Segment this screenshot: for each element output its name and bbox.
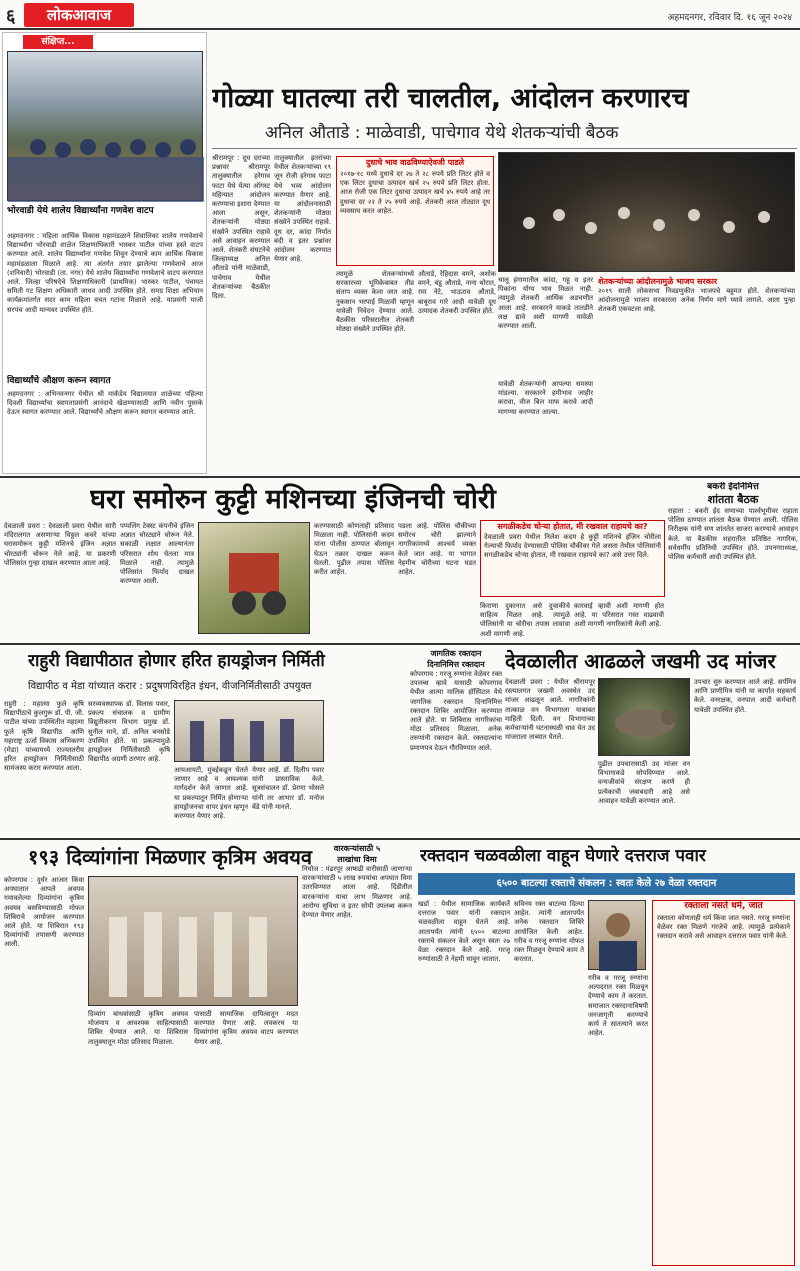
mou-photo [174,700,324,762]
section-rule-2 [0,643,800,645]
hydrogen-col1: राहुरी : महात्मा फुले कृषि विद्यापीठाचे कुलगुरू डॉ. पी. जी. पाटील यांच्या उपस्थितीत महात्मा फुले कृषि विद्यापीठ आणि महाराष्ट्र ऊर्जा विकास अभिकरण (मेडा) यांच्यामध्ये राज्यस्तरीय हरित हायड्रोजन निर्मितीसाठी सामंजस्य करार करण्यात आला. [4,700,84,773]
theft-quote-body: देवळाली प्रवरा येथील निलेश कदम हे कुट्टी मशिनचे इंजिन चोरीला गेल्याची फिर्याद देण्यासाठी पोलिस चौकीवर गेले असता तेथील पोलिसांनी सगळीकडेच चोऱ्या होतात, मी रखवाल राहायचे का? असे उत्तर दिले. [484,533,661,560]
camp-image [89,877,299,1007]
blood-day-tag: जागतिक रक्तदान [430,649,482,658]
paper-logo [24,3,134,27]
meeting-section [668,482,798,640]
blood-donor-box-title: रक्ताला नसते धर्म, जात [684,901,763,911]
wild-cat-image [599,679,691,757]
protest-sidebar-body: २०१९ साली लोकसभा निवडणुकीत भाजपचे बहुमत होते. शेतकऱ्यांच्या आंदोलनामुळे भाजप सरकारला अनेक निर्णय मागे घ्यावे लागले. आता पुन्हा शेतकरी एकवटला आहे. [598,287,795,314]
theft-col5: किराणा दुकानात असे दुचाकीचे साहित्य मिळत आहे. त्यामुळे पोलिसांनी या चोरीचा तपास लावावा अशी मागणी आहे. [480,602,570,638]
protest-sidebar [598,276,795,460]
blood-day-section [410,648,502,835]
blood-donor-box-body: रक्ताला कोणताही धर्म किंवा जात नसते. गरजू रुग्णांना वेळेवर रक्त मिळणे गरजेचे आहे. त्यामुळे प्रत्येकाने रक्तदान करावे असे आवाहन दत्तराज पवार यांनी केले. [657,914,790,941]
theft-col3: करण्यासाठी कोणताही प्रतिसाद मिळाला नाही. पोलिसांनी कदम यांना पोलीस ठाण्यात बोलावून घेऊन तक्रार दाखल करून घेतली. पुढील तपास पोलिस करीत आहेत. [314,522,394,577]
brief-tag: संक्षिप्त... [23,35,93,49]
lead-fact-box [336,156,494,266]
limbs-photo [88,876,298,1006]
page-number: ६ [6,6,16,27]
brief-sub-body: अहमदनगर : अभिनवनगर येथील श्री मार्कंडेय विद्यालयात शाळेच्या पहिल्या दिवशी विद्यार्थ्यांचा स्वागताप्रसंगी आनंदाचे खेळण्यासाठी आणि नवीन पुस्तके देऊन स्वागत करण्यात आले. विद्यार्थ्यांचे औक्षण करून स्वागत करण्यात आले. [7,390,203,417]
meeting-tag: बकरी ईदनिमित्त [707,482,759,492]
protest-sidebar-title: शेतकऱ्यांच्या आंदोलनामुळे भाजप सरकार [598,277,718,286]
lead-col6: यावेळी शेतकऱ्यांनी आपल्या समस्या मांडल्या. सरकारने हमीभाव जाहीर करावा, वीज बिल माफ करावे आदी मागण्या करण्यात आल्या. [498,380,593,416]
blood-donor-banner [418,873,795,895]
person-image [589,901,647,971]
owl-photo [598,678,690,756]
hydrogen-col4: येणार आहे. डॉ. दिलीप पवार यांनी प्रास्ताविक केले. सूत्रसंचालन डॉ. प्रेरणा भोसले यांनी तर आभार डॉ. मनोज बेंडे यांनी मानले. [252,766,324,811]
blood-donor-col3: गरीब व गरजू रुग्णांना अल्पदरात रक्त मिळवून देण्याचे काम ते करतात. समाजात रक्तदानाविषयी जनजागृती करण्याचे कार्य ते सातत्याने करत आहेत. [588,974,648,1038]
school-photo [7,51,203,201]
lead-col2: तालुक्यातील इतरांच्या येथील शेतकऱ्यांच्या १९ जून रोजी हरेगाव फाटा येथे भव्य आंदोलन करण्यात येणार आहे. या आंदोलनासाठी शेतकऱ्यांनी मोठ्या संख्येने उपस्थित राहावे. दूध दर, कांदा निर्यात बंदी व इतर प्रश्नांवर आंदोलन करण्यात येणार आहे. [274,154,331,264]
lead-col1: श्रीरामपूर : दूध दराच्या प्रश्नावर श्रीरामपूर तालुक्यातील हरेगाव फाटा येथे येत्या ऑगस्ट महिन्यात आंदोलन करण्याचा इशारा देण्यात आला असून, शेतकऱ्यांनी मोठ्या संख्येने उपस्थित राहावे असे आवाहन करण्यात आले. शेतकरी संघटनेचे जिल्हाध्यक्ष अनिल औताडे यांनी माळेवाडी, पाचेगाव येथील शेतकऱ्यांच्या बैठकीत दिला. [212,154,270,301]
blood-donor-box [652,900,795,1266]
dateline: अहमदनगर, रविवार दि. १६ जून २०२४ [667,13,792,23]
lead-col3: त्यामुळे शेतकऱ्यांमध्ये सरकारच्या भूमिकेबाबत तीव्र संताप व्यक्त केला जात आहे. नुकसान भरपाई मिळावी म्हणून यावेळी निवेदन देण्यात आले. बैठकीस परिसरातील शेतकरी मोठ्या संख्येने उपस्थित होते. [336,270,414,334]
brief-sub-head: विद्यार्थ्यांचे औक्षण करून स्वागत [7,376,111,386]
lead-headline: गोळ्या घातल्या तरी चालतील, आंदोलन करणारच [212,83,689,114]
hydrogen-col2: सरव्यवस्थापक डॉ. विलास पवार, प्रकल्प संचालक व ग्रामीण विद्युतीकरण विभाग प्रमुख डॉ. सुनील माने, डॉ. अनिल बनसोडे उपस्थित होते. या प्रकल्पामुळे हायड्रोजन निर्मितीसाठी कृषि विद्यापीठ अग्रणी ठरणार आहे. [88,700,170,764]
meeting-photo [498,152,795,272]
limbs-col3: पासाठी सामाजिक दायित्वातून मदत करण्यात येणार आहे. लवकरच या दिव्यांगांना कृत्रिम अवयव वाटप करण्यात येणार आहे. [194,1010,298,1046]
hydrogen-subhead: विद्यापीठ व मेडा यांच्यात करार : प्रदुषणविरहित इंधन, वीजनिर्मितीसाठी उपयुक्त [28,681,312,692]
engine-photo [198,522,310,634]
lead-fact-box-title: दुधाचे भाव वाढविण्याऐवजी पाडले [365,158,465,167]
warkari-headline: लाखांचा विमा [337,855,377,864]
meeting-body: राहाता : बकरी ईद सणाच्या पार्श्वभूमीवर राहाता पोलिस ठाण्यात शांतता बैठक घेण्यात आली. पोलिस निरीक्षक यांनी सण शांततेत साजरा करण्याचे आवाहन केले. या बैठकीस शहरातील प्रतिष्ठित नागरिक, सर्वधर्मीय प्रतिनिधी उपस्थित होते. उपनगराध्यक्ष, पोलिस कर्मचारी आदी उपस्थित होते. [668,507,798,562]
theft-quote-box [480,520,665,597]
theft-headline: घरा समोरुन कुट्टी मशिनच्या इंजिनची चोरी [90,484,496,515]
hydrogen-col3: आयआयटी, मुंबईकडून घेतले जाणार आहे व आवश्यक मार्गदर्शन केले जाणार आहे. या प्रकल्पातून निर्मित होणाऱ्या हायड्रोजनचा वापर इंधन म्हणून करण्यात येणार आहे. [174,766,248,821]
theft-col1: देवळाली प्रवरा : देवळाली प्रवरा येथील सारी मंदिरालगत असणाऱ्या विठ्ठल कचरे यांच्या घरासमोरून कुट्टी मशिनचे इंजिन अज्ञात चोरट्यांनी चोरून नेले आहे. या प्रकरणी पोलिसांत गुन्हा दाखल करण्यात आला आहे. [4,522,116,567]
masthead [0,0,800,30]
theft-col6: कारवाई व्हावी अशी मागणी होत आहे. या परिसरात गस्त वाढवावी अशी मागणी नागरिकांनी केली आहे. [574,602,664,629]
owl-col3: उपचार सुरु करण्यात आले आहे. सर्पमित्र आणि प्राणीमित्र यांनी या कार्यात सहकार्य केले. वनरक्षक, वनपाल आदी कर्मचारी यावेळी उपस्थित होते. [694,678,796,714]
brief-section [2,32,207,474]
limbs-col2: दिव्यांग बांधवांसाठी कृत्रिम अवयव मोजमाप व आवश्यक साहित्यासाठी शिबिर घेण्यात आले. या शिबिरास तालुक्यातून मोठा प्रतिसाद मिळाला. [88,1010,188,1046]
officials-image [175,701,325,763]
lead-col5: चालू हंगामातील कांदा, गहू व इतर पिकांना योग्य भाव मिळत नाही. त्यामुळे शेतकरी आर्थिक अडचणीत आला आहे. सरकारने याकडे तातडीने लक्ष द्यावे अशी मागणी यावेळी करण्यात आली. [498,276,593,331]
warkari-body: निघोज : पंढरपूर आषाढी वारीसाठी जाणाऱ्या वारकऱ्यांसाठी ५ लाख रुपयांचा अपघात विमा उतरविण्यात आला आहे. दिंडीतील वारकऱ्यांना याचा लाभ मिळणार आहे. आरोग्य सुविधा व इतर सोयी उपलब्ध करून देण्यात येणार आहेत. [302,865,412,920]
owl-col1: देवळाली प्रवरा : येथील श्रीरामपूर रस्त्यालगत जखमी अवस्थेत उद मांजर आढळून आले. नागरिकांनी तात्काळ वन विभागाला याबाबत माहिती दिली. वन विभागाच्या कर्मचाऱ्यांनी घटनास्थळी धाव घेत उद मांजराला ताब्यात घेतले. [505,678,595,742]
crowd-image [499,153,796,273]
blood-donor-headline: रक्तदान चळवळीला वाहून घेणारे दत्तराज पवार [420,846,706,866]
theft-quote-title: सगळीकडेच चोऱ्या होतात, मी रखवाल राहायचे का? [497,522,648,531]
blood-donor-subhead: ६५०० बाटल्या रक्ताचे संकलन : स्वतः केले २७ वेळा रक्तदान [496,878,717,889]
blood-day-headline: दिनानिमित्त रक्तदान [427,660,485,669]
brief-caption: भोरवाडी येथे शालेय विद्यार्थ्यांना गणवेश वाटप [7,206,154,216]
portrait-photo [588,900,646,970]
brief-body: अहमदनगर : महिला आर्थिक विकास महामंडळाने शिवालिका शालेय गणवेशाचे विद्यार्थ्यांना भोरवाडी शाळेत शिक्षणाधिकारी भास्कर पाटील यांच्या हस्ते वाटप करण्यात आले. शालेय विद्यार्थ्यांना गणवेश शिवून देण्याचे काम आर्थिक विकास महामंडळाला मिळाले आहे. त्या अंतर्गत तयार झालेल्या गणवेशाचे आज (शनिवारी) भोरवाडी (ता. नगर) येथे शालेय विद्यार्थ्यांना गणवेशाचे वाटप करण्यात आले. जिल्हा परिषदेचे शिक्षणाधिकारी (प्राथमिक) भास्कर पाटील, पंचायत समिती गट शिक्षण अधिकारी जाधव आदी उपस्थित होते. समग्र शिक्षा अभियान कार्यक्रमांतर्गत सदर काम महिला बचत गटांना मिळाले आहे. याप्रसंगी माजी सरपंच आदी मान्यवर उपस्थित होते. [7,232,203,314]
engine-image [199,523,311,635]
warkari-section [302,843,412,1266]
hydrogen-headline: राहुरी विद्यापीठात होणार हरित हायड्रोजन निर्मिती [28,651,325,671]
lead-rule [212,148,797,149]
owl-headline: देवळालीत आढळले जखमी उद मांजर [505,649,776,673]
theft-col4: पडला आहे. पोलिस चौकीच्या समोरच चोरी झाल्याने नागरिकांमध्ये आश्चर्य व्यक्त केले जात आहे. या भागात नेहमीच चोरीच्या घटना घडत आहेत. [398,522,476,577]
lead-fact-box-body: २०१७-१८ मध्ये दुधाचे दर २७ ते २८ रुपये प्रति लिटर होते व एक लिटर दुधाचा उत्पादन खर्च २५ रुपये प्रति लिटर होता. आज रोजी एक लिटर दुधाचा उत्पादन खर्च ४५ रुपये आहे तर दुधाचा दर २२ ते २५ रुपये आहे. शेतकरी आज तोट्यात दूध व्यवसाय करत आहेत. [340,170,490,215]
limbs-col1: कोपरगाव : दुर्धर आजार किंवा अपघातात आपले अवयव गमावलेल्या दिव्यांगांना कृत्रिम अवयव बसविण्यासाठी मोफत शिबिराचे आयोजन करण्यात आले होते. या शिबिरात १९३ दिव्यांगांची तपासणी करण्यात आली. [4,876,84,949]
theft-col2: पप्पलिंग टेक्स्ट कंपनीचे इंजिन अज्ञात चोरट्याने चोरून नेले. सकाळी लक्षात आल्यानंतर परिसरात शोध घेतला मात्र मिळाले नाही. त्यामुळे पोलिसांत फिर्याद दाखल करण्यात आली. [120,522,194,586]
limbs-headline: १९३ दिव्यांगांना मिळणार कृत्रिम अवयव [28,845,313,869]
blood-donor-col1: खर्डा : येथील सामाजिक कार्यकर्ते दत्तराज पवार यांनी रक्तदान चळवळीला वाहून घेतले आहे. आतापर्यंत त्यांनी ६५०० बाटल्या रक्ताचे संकलन केले असून स्वतः २७ वेळा रक्तदान केले आहे. गरजू रुग्णांसाठी ते नेहमी धावून जातात. [418,900,510,964]
warkari-tag: वारकऱ्यांसाठी ५ [333,844,381,853]
meeting-headline: शांतता बैठक [707,493,759,506]
blood-day-body: कोपरगाव : गरजू रुग्णांना वेळेवर रक्त उपलब्ध व्हावे यासाठी कोपरगाव येथील आत्मा मालिक हॉस्पिटल येथे जागतिक रक्तदान दिनानिमित्त रक्तदान शिबिर आयोजित करण्यात आले होते. या शिबिरास नागरिकांचा मोठा प्रतिसाद मिळाला. अनेक तरुणांनी रक्तदान केले. रक्तदात्यांना प्रमाणपत्र देऊन गौरविण्यात आले. [410,670,502,752]
blood-donor-col2: सविनय रक्त बाटल्या दिल्या आहेत. त्यांनी आतापर्यंत अनेक रक्तदान शिबिरे आयोजित केली आहेत. गरीब व गरजू रुग्णांना मोफत रक्त मिळवून देण्याचे काम ते करतात. [514,900,584,964]
section-rule-1 [0,476,800,478]
owl-col2: पुढील उपचारासाठी उद मांजर वन विभागाकडे सोपविण्यात आले. वन्यजीवांचे संरक्षण करणे ही प्रत्येकाची जबाबदारी आहे असे आवाहन यावेळी करण्यात आले. [598,760,690,805]
section-rule-3 [0,838,800,840]
paper-name: लोकआवाज [46,6,112,24]
lead-col4: औताडे, रेहिदास वमने, अशोक वमने, बंडू औताडे, नाना थोरात, रमा नेटे, भाऊराव औताडे, बाबूराव गारे आदी यावेळी दूध उत्पादक शेतकरी उपस्थित होते. [418,270,496,315]
students-image [8,52,204,202]
lead-subhead: अनिल औताडे : माळेवाडी, पाचेगाव येथे शेतकऱ्यांची बैठक [265,123,619,143]
